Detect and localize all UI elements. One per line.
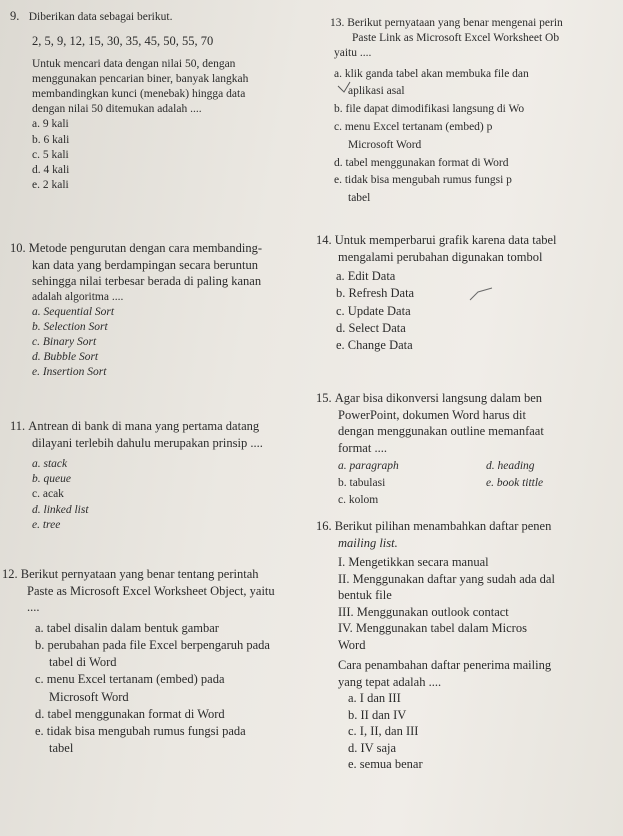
option[interactable]: c. menu Excel tertanam (embed) p (334, 120, 493, 133)
question-line: PowerPoint, dokumen Word harus dit (338, 407, 526, 422)
option[interactable]: b. tabulasi (338, 477, 386, 489)
option[interactable]: e. tidak bisa mengubah rumus fungsi pada (35, 724, 246, 738)
option[interactable]: e. semua benar (348, 757, 423, 771)
option-continuation: Microsoft Word (49, 689, 129, 704)
question-line: Berikut pilihan menambahkan daftar penen (334, 519, 552, 533)
statement-item: III. Menggunakan outlook contact (338, 604, 509, 619)
option[interactable]: e. Change Data (336, 338, 413, 352)
question-line: Paste Link as Microsoft Excel Worksheet Ob (352, 32, 560, 45)
question-line: Untuk mencari data dengan nilai 50, dengan (32, 57, 236, 70)
option-continuation: aplikasi asal (348, 85, 405, 98)
option[interactable]: b. II dan IV (348, 707, 407, 722)
option[interactable]: e. Insertion Sort (32, 366, 107, 379)
statement-item: bentuk file (338, 588, 392, 602)
option[interactable]: e. tree (32, 518, 61, 531)
statement-item: Word (338, 637, 366, 652)
option[interactable]: d. linked list (32, 503, 89, 516)
question-9 (10, 8, 328, 193)
option-continuation: tabel (49, 741, 74, 756)
statement-item: II. Menggunakan daftar yang sudah ada dal (338, 571, 555, 586)
statement-item: I. Mengetikkan secara manual (338, 555, 489, 569)
question-13 (330, 16, 623, 208)
question-number: 16. (316, 519, 332, 533)
option[interactable]: c. acak (32, 488, 64, 501)
question-number: 15. (316, 391, 332, 405)
question-14 (316, 232, 621, 354)
option[interactable]: c. Update Data (336, 303, 411, 318)
question-line: .... (27, 600, 40, 614)
option[interactable]: b. Selection Sort (32, 320, 108, 333)
option[interactable]: e. tidak bisa mengubah rumus fungsi p (334, 174, 512, 187)
option[interactable]: d. Select Data (336, 320, 406, 335)
option-continuation: tabel di Word (49, 655, 117, 669)
option[interactable]: e. book tittle (486, 477, 544, 489)
question-line: mengalami perubahan digunakan tombol (338, 249, 543, 264)
option[interactable]: a. tabel disalin dalam bentuk gambar (35, 620, 219, 635)
question-line: Antrean di bank di mana yang pertama datang (28, 419, 260, 433)
option[interactable]: b. queue (32, 473, 71, 486)
option[interactable]: c. menu Excel tertanam (embed) pada (35, 672, 225, 687)
statement-item: IV. Menggunakan tabel dalam Micros (338, 621, 527, 635)
option[interactable]: c. Binary Sort (32, 336, 97, 349)
question-number: 11. (10, 419, 26, 433)
question-line: Paste as Microsoft Excel Worksheet Object, yaitu (27, 583, 275, 598)
question-12 (2, 566, 328, 758)
question-line: dengan menggunakan outline memanfaat (338, 424, 544, 438)
question-16 (316, 518, 621, 773)
question-line: membandingkan kunci (menebak) hingga data (32, 88, 246, 101)
option[interactable]: c. 5 kali (32, 148, 69, 161)
question-number: 14. (316, 233, 332, 247)
question-11 (10, 418, 328, 533)
option[interactable]: d. heading (486, 460, 535, 472)
option[interactable]: d. 4 kali (32, 163, 70, 176)
option-continuation: tabel (348, 192, 371, 205)
option[interactable]: a. paragraph (338, 460, 399, 472)
option[interactable]: b. 6 kali (32, 133, 70, 146)
question-line: Berikut pernyataan yang benar mengenai perin (347, 17, 563, 29)
option[interactable]: d. tabel menggunakan format di Word (35, 706, 225, 721)
option[interactable]: d. tabel menggunakan format di Word (334, 156, 509, 169)
question-line: mailing list. (338, 535, 398, 550)
option[interactable]: a. klik ganda tabel akan membuka file dan (334, 67, 529, 80)
option[interactable]: b. perubahan pada file Excel berpengaruh pada (35, 637, 270, 652)
option[interactable]: c. I, II, dan III (348, 724, 419, 738)
question-stem: Diberikan data sebagai berikut. (28, 11, 173, 23)
option[interactable]: a. 9 kali (32, 118, 69, 131)
question-line: Cara penambahan daftar penerima mailing (338, 658, 552, 672)
option[interactable]: a. Sequential Sort (32, 305, 115, 318)
question-number: 10. (10, 241, 26, 255)
question-line: yaitu .... (334, 47, 372, 60)
option[interactable]: c. kolom (338, 494, 379, 506)
option[interactable]: a. stack (32, 458, 68, 470)
question-line: Untuk memperbarui grafik karena data tabel (334, 233, 557, 247)
question-line: dengan nilai 50 ditemukan adalah .... (32, 103, 202, 116)
question-line: dilayani terlebih dahulu merupakan prinsip .... (32, 435, 263, 450)
option[interactable]: b. file dapat dimodifikasi langsung di Wo (334, 103, 525, 116)
question-line: yang tepat adalah .... (338, 674, 442, 689)
question-line: Agar bisa dikonversi langsung dalam ben (334, 391, 542, 405)
question-line: Berikut pernyataan yang benar tentang perintah (20, 567, 259, 581)
question-15 (316, 390, 621, 510)
question-10 (10, 240, 328, 381)
option[interactable]: b. Refresh Data (336, 286, 415, 301)
option[interactable]: a. Edit Data (336, 269, 396, 283)
option[interactable]: a. I dan III (348, 691, 401, 705)
data-line: 2, 5, 9, 12, 15, 30, 35, 45, 50, 55, 70 (32, 34, 214, 49)
question-line: format .... (338, 440, 387, 455)
option-continuation: Microsoft Word (348, 138, 422, 151)
question-number: 9. (10, 9, 20, 23)
question-line: menggunakan pencarian biner, banyak langkah (32, 72, 249, 85)
question-line: kan data yang berdampingan secara beruntun (32, 257, 258, 272)
question-line: sehingga nilai terbesar berada di paling kanan (32, 274, 262, 288)
option[interactable]: d. IV saja (348, 740, 397, 755)
option[interactable]: e. 2 kali (32, 179, 69, 192)
question-line: adalah algoritma .... (32, 290, 124, 303)
question-number: 13. (330, 17, 345, 29)
option[interactable]: d. Bubble Sort (32, 351, 99, 364)
question-line: Metode pengurutan dengan cara membanding- (28, 241, 262, 255)
question-number: 12. (2, 567, 18, 581)
